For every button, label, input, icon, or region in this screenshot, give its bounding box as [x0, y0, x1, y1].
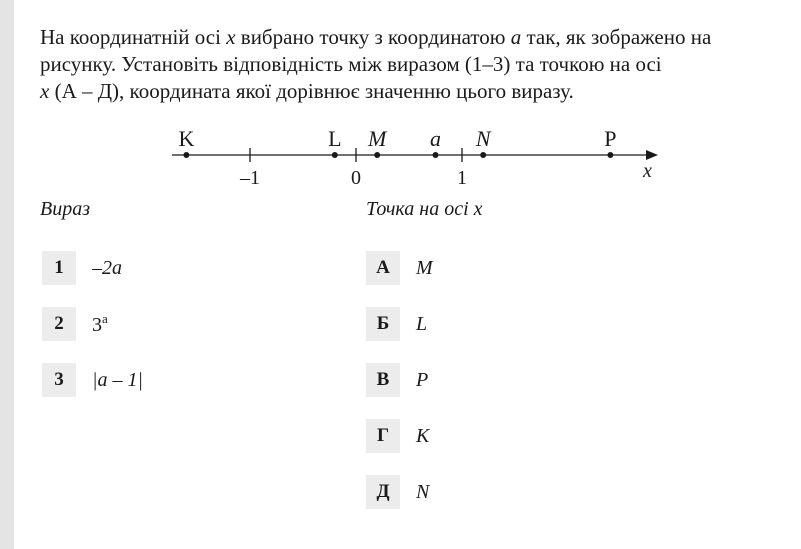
expression-number: 3	[42, 363, 76, 397]
problem-line-3: x (А – Д), координата якої дорівнює значенню цього виразу.	[40, 79, 574, 103]
option-letter: Д	[366, 475, 400, 509]
expression-text: |a – 1|	[92, 368, 143, 391]
point-dot	[480, 152, 486, 158]
option-letter: В	[366, 363, 400, 397]
option-letter: А	[366, 251, 400, 285]
axis-label: x	[643, 160, 652, 182]
option-letter: Б	[366, 307, 400, 341]
tick-label: 0	[351, 167, 361, 189]
option-row-b	[366, 307, 427, 341]
option-point: P	[416, 368, 429, 391]
expression-row-1	[42, 251, 122, 285]
option-letter: Г	[366, 419, 400, 453]
point-label: N	[475, 126, 491, 151]
expression-number: 1	[42, 251, 76, 285]
option-point: N	[416, 480, 430, 503]
expression-row-3	[42, 363, 143, 397]
option-point: M	[416, 256, 433, 279]
number-line	[0, 0, 801, 200]
option-row-d	[366, 475, 429, 509]
point-dot	[607, 152, 613, 158]
point-label: L	[328, 126, 342, 151]
option-point: L	[416, 312, 428, 335]
point-dot	[332, 152, 338, 158]
problem-line-2: рисунку. Установіть відповідність між виразом (1–3) та точкою на осі	[40, 52, 662, 76]
point-label: M	[368, 126, 387, 151]
point-dot	[433, 152, 439, 158]
point-dot	[374, 152, 380, 158]
point-label: a	[430, 126, 441, 151]
option-point: K	[416, 424, 430, 447]
expression-column-header: Вираз	[40, 198, 91, 220]
point-label: P	[604, 126, 617, 151]
options-column-header: Точка на осі x	[366, 198, 483, 220]
option-row-v	[366, 363, 428, 397]
axis-arrow	[646, 150, 658, 160]
problem-line-1: На координатній осі x вибрано точку з координатою a так, як зображено на	[40, 25, 712, 49]
expression-text: –2a	[92, 256, 122, 279]
option-row-a	[366, 251, 433, 285]
option-row-g	[366, 419, 429, 453]
expression-text: 3$^a$	[92, 311, 108, 336]
expression-number: 2	[42, 307, 76, 341]
point-label: K	[178, 126, 195, 151]
tick-label: 1	[457, 167, 467, 189]
expression-row-2	[42, 307, 108, 341]
tick-label: –1	[240, 167, 260, 189]
point-dot	[183, 152, 189, 158]
